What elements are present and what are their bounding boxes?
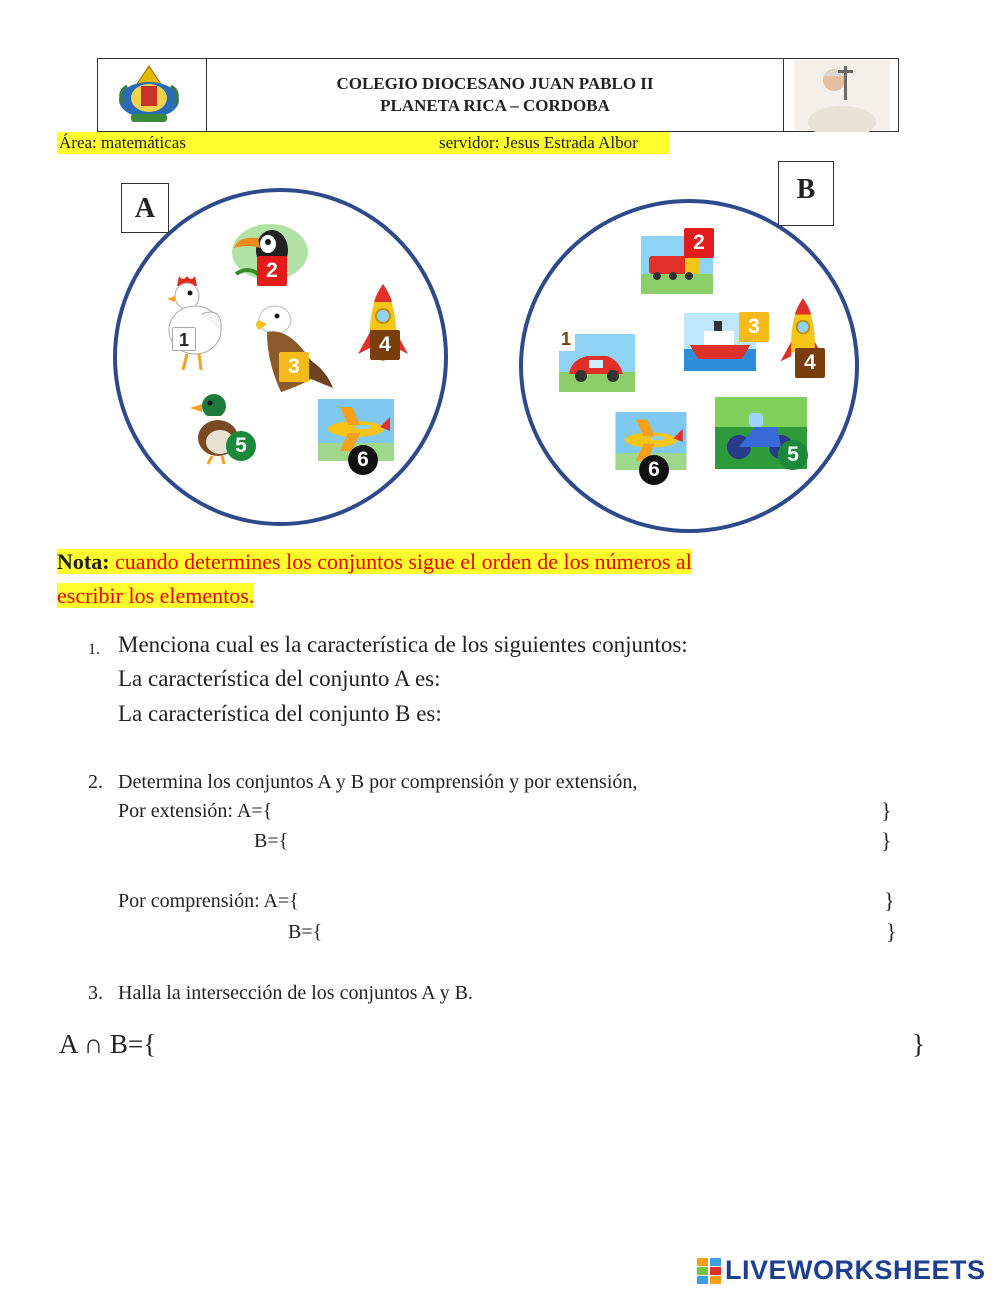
q2-comp-b-label: B={ (288, 921, 323, 943)
q2-ext-b-label: B={ (254, 830, 289, 852)
q1-line-a: La característica del conjunto A es: (118, 666, 441, 691)
q2-comp-b-close: } (886, 919, 897, 944)
badge-b-5: 5 (778, 440, 808, 470)
badge-b-6: 6 (639, 455, 669, 485)
q1-line-b: La característica del conjunto B es: (118, 701, 442, 726)
badge-a-3: 3 (279, 352, 309, 382)
teacher-label: servidor: Jesus Estrada Albor (439, 133, 638, 152)
area-label: Área: matemáticas (59, 133, 186, 152)
q1-number: 1. (88, 641, 100, 658)
pope-portrait-icon (784, 58, 900, 132)
q2-ext-a-close: } (881, 798, 892, 823)
note-text-1: cuando determines los conjuntos sigue el orden de los números al (115, 549, 692, 574)
pope-photo-cell (783, 58, 899, 132)
q1-prompt: Menciona cual es la característica de los siguientes conjuntos: (118, 632, 688, 657)
badge-a-6: 6 (348, 445, 378, 475)
q2-ext-a-label: Por extensión: A={ (118, 800, 273, 822)
badge-a-4: 4 (370, 330, 400, 360)
badge-a-2: 2 (257, 256, 287, 286)
liveworksheets-logo: LIVEWORKSHEETS (725, 1255, 986, 1285)
note-line-1 (57, 545, 692, 579)
q2-ext-b-close: } (881, 828, 892, 853)
badge-a-5: 5 (226, 431, 256, 461)
q2-number: 2. (88, 771, 103, 793)
note-label: Nota: (57, 549, 110, 574)
rocket-icon (352, 282, 414, 374)
q2-comp-a-close: } (884, 888, 895, 913)
badge-a-1: 1 (172, 327, 196, 351)
note-line-2 (57, 579, 254, 613)
eagle-icon (253, 302, 335, 398)
liveworksheets-logo-icon (697, 1258, 721, 1284)
badge-b-1: 1 (557, 327, 575, 351)
hen-icon (161, 274, 227, 374)
note-text-2: escribir los elementos. (57, 583, 255, 608)
q3-number: 3. (88, 982, 103, 1004)
school-name: COLEGIO DIOCESANO JUAN PABLO II (336, 74, 654, 93)
q3-answer-close: } (912, 1029, 925, 1059)
set-a-label: A (121, 183, 169, 233)
badge-b-3: 3 (739, 312, 769, 342)
set-b-label: B (778, 161, 834, 226)
q2-prompt: Determina los conjuntos A y B por comprensión y por extensión, (118, 771, 638, 793)
school-location: PLANETA RICA – CORDOBA (380, 96, 610, 115)
header-table (97, 58, 899, 132)
q2-comp-a-label: Por comprensión: A={ (118, 890, 299, 912)
q3-answer-label: A ∩ B={ (59, 1029, 157, 1059)
school-crest-icon (97, 58, 207, 132)
badge-b-2: 2 (684, 228, 714, 258)
q3-prompt: Halla la intersección de los conjuntos A y B. (118, 982, 473, 1004)
badge-b-4: 4 (795, 348, 825, 378)
school-crest-cell (97, 58, 207, 132)
